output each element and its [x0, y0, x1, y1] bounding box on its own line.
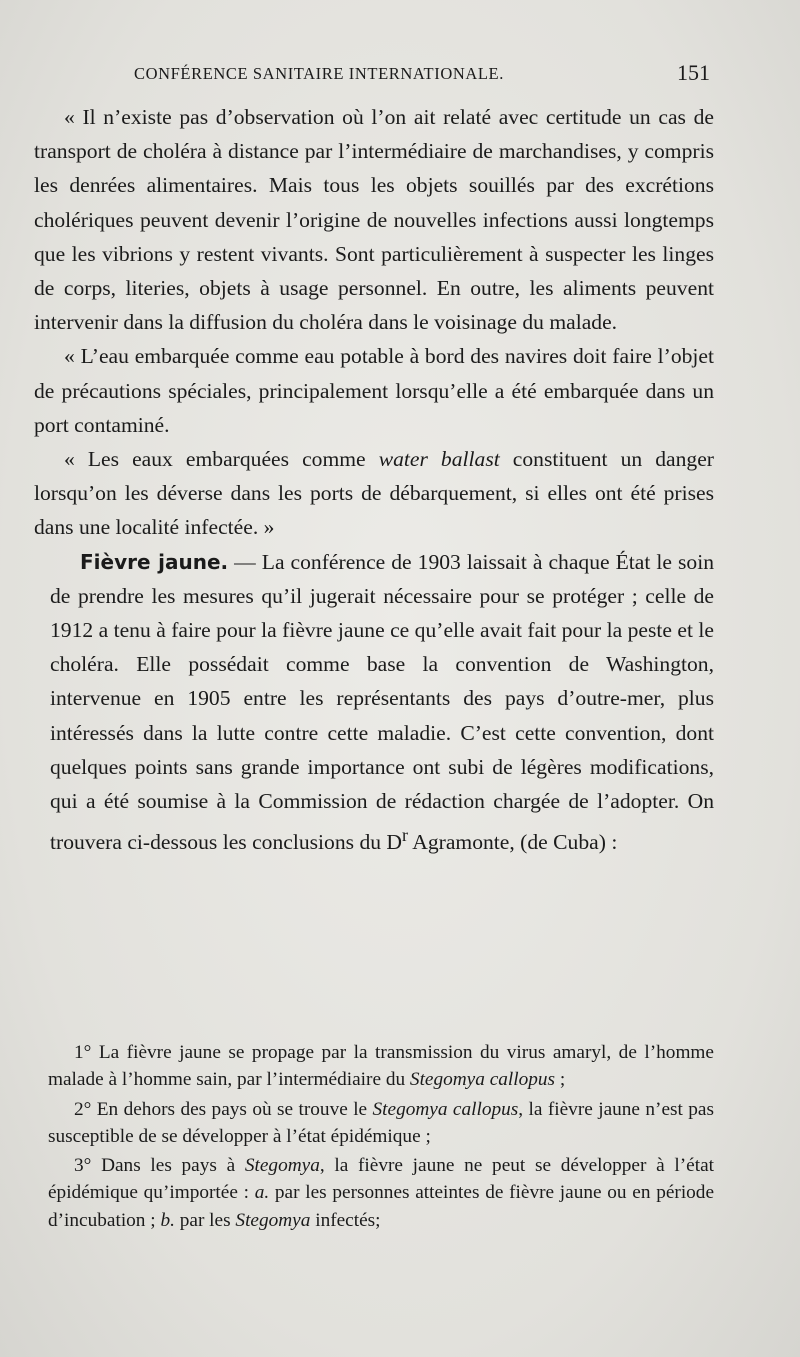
italic-term: Stegomya: [244, 1155, 320, 1177]
numbered-list: [48, 1039, 714, 1236]
superscript: r: [402, 825, 409, 846]
paragraph-quote-1: [34, 100, 714, 339]
list-item: [48, 1096, 714, 1151]
list-item-text: par les personnes atteintes de fièvre jaune ou en période d’incubation ;: [48, 1182, 715, 1231]
italic-term: Stegomya: [235, 1209, 311, 1231]
page-number: 151: [677, 60, 710, 85]
list-item-text: par les: [174, 1209, 236, 1231]
section-heading: Fièvre jaune.: [80, 549, 229, 574]
page-header: [134, 60, 714, 90]
paragraph-fievre-jaune: [50, 545, 714, 860]
italic-term: water ballast: [378, 447, 500, 472]
list-item: [48, 1039, 714, 1094]
list-item-text: ;: [555, 1069, 566, 1091]
italic-term: Stegomya callopus: [372, 1098, 519, 1120]
running-head: CONFÉRENCE SANITAIRE INTERNATIONALE.: [134, 64, 504, 83]
list-item-text: , la fièvre jaune ne peut se développer à l’état épidémique qu’importée :: [48, 1155, 714, 1204]
paragraph-text: constituent un danger lorsqu’on les déverse dans les ports de débarquement, si elles ont été prises dans une localité infectée. »: [34, 447, 714, 540]
paragraph-quote-2: [34, 339, 714, 442]
paragraph-text: Agramonte, (de Cuba) :: [408, 830, 618, 855]
list-item-text: 3° Dans les pays à: [74, 1155, 245, 1177]
paragraph-text: « Les eaux embarquées comme: [64, 447, 379, 472]
italic-marker: b.: [160, 1209, 175, 1231]
list-item-text: , la fièvre jaune n’est pas susceptible de se développer à l’état épidémique ;: [48, 1098, 714, 1147]
body-text: [34, 100, 714, 860]
paragraph-text: — La conférence de 1903 laissait à chaque État le soin de prendre les mesures qu’il jugerait nécessaire pour se protéger ; celle de 1912 a tenu à faire pour la fièvre jaune ce qu’elle avait fait pour la peste et le choléra. Elle possédait comme base la convention de Washington, intervenue en 1905 entre les représentants des pays d’outre-mer, plus intéressés dans la lutte contre cette maladie. C’est cette convention, dont quelques points sans grande importance ont subi de légères modifications, qui a été soumise à la Commission de rédaction chargée de l’adopter. On trouvera ci-dessous les conclusions du D: [50, 549, 714, 855]
italic-term: Stegomya callopus: [409, 1069, 556, 1091]
paragraph-quote-3: [34, 442, 714, 545]
paragraph-text: « Il n’existe pas d’observation où l’on ait relaté avec certitude un cas de transport de choléra à distance par l’intermédiaire de marchandises, y compris les denrées alimentaires. Mais tous les objets souillés par des excrétions cholériques peuvent devenir l’origine de nouvelles infections aussi longtemps que les vibrions y restent vivants. Sont particulièrement à suspecter les linges de corps, literies, objets à usage personnel. En outre, les aliments peuvent intervenir dans la diffusion du choléra dans le voisinage du malade.: [34, 105, 714, 335]
italic-marker: a.: [254, 1182, 270, 1204]
list-item-text: 1° La fièvre jaune se propage par la transmission du virus amaryl, de l’homme malade à l’homme sain, par l’intermédiaire du: [48, 1042, 714, 1091]
list-item: [48, 1152, 714, 1234]
list-item-text: infectés;: [310, 1209, 381, 1231]
list-item-text: 2° En dehors des pays où se trouve le: [74, 1098, 373, 1120]
paragraph-text: « L’eau embarquée comme eau potable à bord des navires doit faire l’objet de précautions spéciales, principalement lorsqu’elle a été embarquée dans un port contaminé.: [34, 344, 714, 437]
